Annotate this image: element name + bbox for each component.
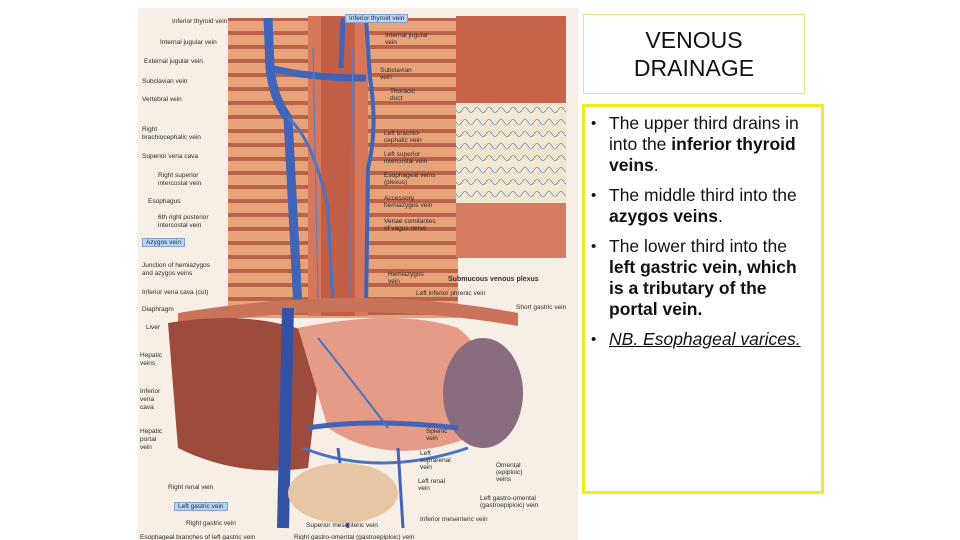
label-left-brachiocephalic-2: cephalic vein	[384, 137, 422, 144]
bullet-text: The lower third into the	[609, 236, 788, 256]
label-splenic-1: Splenic	[426, 428, 448, 435]
label-omental-3: veins	[496, 476, 512, 483]
label-left-superior-intercostal-1: Left superior	[384, 151, 421, 158]
spleen-drawing	[443, 338, 523, 448]
label-left-gastric-vein: Left gastric vein	[174, 502, 228, 511]
label-venae-comitantes-1: Venae comitantes	[384, 218, 436, 225]
label-sixth-posterior-1: 6th right posterior	[158, 214, 209, 221]
label-subclavian-right-1: Subclavian	[380, 67, 412, 74]
label-esophageal-branches: Esophageal branches of left gastric vein	[140, 534, 256, 540]
label-splenic-2: vein	[426, 435, 438, 442]
label-right-renal: Right renal vein	[168, 484, 214, 491]
label-short-gastric: Short gastric vein	[516, 304, 567, 311]
label-right-gastric: Right gastric vein	[186, 520, 236, 527]
bullet-esophageal-varices	[585, 329, 815, 350]
label-junction-1: Junction of hemiazygos	[142, 262, 210, 269]
bullet-dot-icon: •	[591, 331, 597, 348]
slide-title: VENOUS DRAINAGE	[633, 27, 755, 81]
label-external-jugular: External jugular vein	[144, 58, 203, 65]
venous-drainage-illustration	[138, 8, 578, 540]
label-esophagus: Esophagus	[148, 198, 181, 205]
label-internal-jugular-right-2: vein	[385, 39, 397, 46]
label-hepatic-portal-3: vein	[140, 444, 152, 451]
label-left-superior-intercostal-2: intercostal vein	[384, 158, 428, 165]
bullet-note: NB. Esophageal varices.	[609, 329, 801, 349]
label-esophageal-veins-2: (plexus)	[384, 179, 408, 186]
bullet-suffix: .	[717, 206, 723, 226]
label-sixth-posterior-2: intercostal vein	[158, 222, 202, 229]
bullet-middle-third	[585, 185, 815, 227]
label-vertebral: Vertebral vein	[142, 96, 182, 103]
bullet-emphasis: azygos veins	[609, 206, 718, 226]
label-inferior-thyroid-left: Inferior thyroid vein	[172, 18, 228, 25]
label-diaphragm: Diaphragm	[142, 306, 174, 313]
label-ivc-cut: Inferior vena cava (cut)	[142, 289, 209, 296]
label-hepatic-2: veins	[140, 360, 156, 367]
label-left-renal-1: Left renal	[418, 478, 446, 485]
label-right-gastro-omental: Right gastro-omental (gastroepiploic) vein	[294, 534, 415, 540]
label-left-renal-2: vein	[418, 485, 430, 492]
label-ivc2-1: Inferior	[140, 388, 161, 395]
label-azygos-vein: Azygos vein	[142, 238, 185, 247]
label-hemiazygos-1: Hemiazygos	[388, 271, 424, 278]
label-right-superior-intercostal-2: intercostal vein	[158, 180, 202, 187]
label-hepatic-1: Hepatic	[140, 352, 163, 359]
label-accessory-hemiazygos-2: hemiazygos vein	[384, 202, 433, 209]
label-superior-mesenteric: Superior mesenteric vein	[306, 522, 378, 529]
label-subclavian-right-2: vein	[380, 74, 392, 81]
bullet-text: The upper third drains in into the	[609, 113, 799, 154]
label-thoracic-duct-1: Thoracic	[390, 88, 415, 95]
bullet-lower-third	[585, 236, 815, 320]
label-left-inferior-phrenic: Left inferior phrenic vein	[416, 290, 486, 297]
bullet-dot-icon: •	[591, 115, 597, 132]
label-hepatic-portal-1: Hepatic	[140, 428, 163, 435]
title-box	[583, 14, 805, 94]
bullet-text: The middle third into the	[609, 185, 797, 205]
label-left-suprarenal-2: suprarenal	[420, 457, 451, 464]
label-inferior-mesenteric: Inferior mesenteric vein	[420, 516, 488, 523]
label-omental-1: Omental	[496, 462, 521, 469]
label-hepatic-portal-2: portal	[140, 436, 157, 443]
label-left-gastro-omental-1: Left gastro-omental	[480, 495, 537, 502]
bullet-dot-icon: •	[591, 187, 597, 204]
label-ivc2-3: cava	[140, 404, 154, 411]
label-esophageal-veins-1: Esophageal veins	[384, 172, 436, 179]
label-right-brachiocephalic-1: Right	[142, 126, 158, 133]
label-hemiazygos-2: vein	[388, 278, 400, 285]
bullet-emphasis: inferior thyroid veins	[609, 134, 796, 175]
bullet-suffix: .	[653, 155, 659, 175]
label-venae-comitantes-2: of vagus nerve	[384, 225, 427, 232]
content-box	[582, 104, 824, 494]
label-right-superior-intercostal-1: Right superior	[158, 172, 199, 179]
label-omental-2: (epiploic)	[496, 469, 523, 476]
label-inferior-thyroid-right: Inferior thyroid vein	[345, 14, 408, 23]
label-superior-vena-cava: Superior vena cava	[142, 153, 199, 160]
label-liver: Liver	[146, 324, 161, 331]
label-left-gastro-omental-2: (gastroepiploic) vein	[480, 502, 539, 509]
label-thoracic-duct-2: duct	[390, 95, 403, 102]
label-internal-jugular-right-1: Internal jugular	[385, 32, 428, 39]
anatomy-drawing	[138, 8, 578, 540]
label-subclavian-left: Subclavian vein	[142, 78, 188, 85]
liver-drawing	[168, 318, 323, 471]
label-accessory-hemiazygos-1: Accessory	[384, 195, 414, 202]
label-left-brachiocephalic-1: Left brachio-	[384, 130, 421, 137]
bullet-emphasis: left gastric vein, which is a tributary of the portal vein.	[609, 257, 797, 319]
label-junction-2: and azygos veins	[142, 270, 193, 277]
label-left-suprarenal-1: Left	[420, 450, 431, 457]
label-internal-jugular-left: Internal jugular vein	[160, 39, 217, 46]
label-submucous-plexus: Submucous venous plexus	[448, 276, 539, 283]
bullet-dot-icon: •	[591, 238, 597, 255]
label-left-suprarenal-3: vein	[420, 464, 432, 471]
bullet-list	[585, 113, 821, 350]
bullet-upper-third	[585, 113, 815, 176]
label-right-brachiocephalic-2: brachiocephalic vein	[142, 134, 201, 141]
label-ivc2-2: vena	[140, 396, 155, 403]
